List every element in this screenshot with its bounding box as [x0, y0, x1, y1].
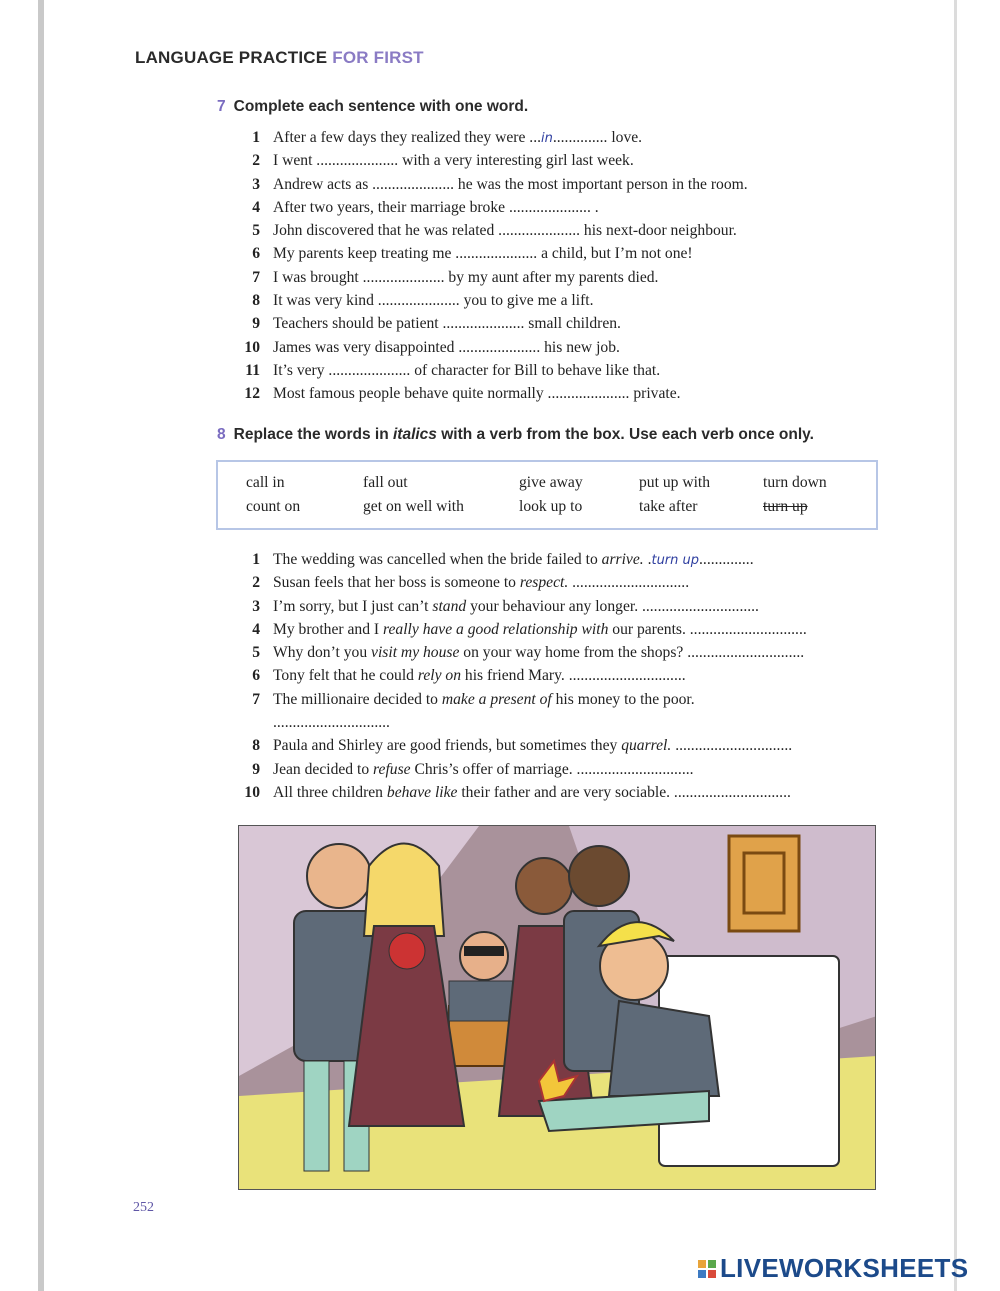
item-text[interactable] — [273, 571, 689, 594]
item-text[interactable]: After two years, their marriage broke ..................... . — [273, 198, 599, 216]
item-italic: really have a good relationship with — [383, 620, 609, 638]
item-text — [273, 548, 754, 572]
item-text-after: his friend Mary. .............................. — [461, 667, 686, 685]
item-italic: rely on — [417, 667, 462, 685]
item-text[interactable]: It was very kind ..................... you to give me a lift. — [273, 292, 594, 310]
item-italic: visit my house — [371, 644, 460, 662]
item-number: 10 — [244, 338, 260, 356]
wedding-scene-image — [239, 826, 876, 1190]
item-text-before: Why don’t you — [273, 644, 372, 662]
item-text-after: our parents. .............................. — [608, 620, 807, 638]
exercise-number: 8 — [217, 426, 226, 443]
item-text[interactable] — [273, 595, 759, 618]
item-text-after: .............................. — [671, 737, 793, 755]
item-text-after: your behaviour any longer. .............................. — [466, 597, 759, 615]
answer-dots[interactable]: .............................. — [273, 714, 390, 732]
item-text — [273, 688, 695, 711]
item-number: 2 — [252, 152, 260, 170]
item-text-before: All three children — [273, 783, 387, 801]
exercise-instruction: Complete each sentence with one word. — [233, 98, 529, 115]
box-word: take after — [639, 498, 698, 515]
item-text[interactable]: My parents keep treating me ..................... a child, but I’m not one! — [273, 245, 693, 263]
answer-field[interactable]: in — [541, 131, 553, 146]
item-number: 12 — [244, 385, 260, 403]
liveworksheets-brand — [698, 1253, 968, 1284]
exercise-7-title — [217, 98, 528, 116]
item-number: 9 — [252, 760, 260, 778]
box-word: fall out — [363, 474, 408, 491]
box-word: turn down — [763, 474, 827, 491]
item-text-after: their father and are very sociable. .............................. — [457, 783, 791, 801]
picture-frame — [729, 836, 799, 931]
item-text — [273, 126, 642, 150]
page-edge-left — [38, 0, 44, 1291]
item-text[interactable]: I went ..................... with a very interesting girl last week. — [273, 152, 634, 170]
item-number: 1 — [252, 129, 260, 146]
item-text[interactable] — [273, 734, 792, 757]
item-italic: behave like — [386, 783, 458, 801]
answer-field[interactable]: turn up — [651, 553, 700, 568]
item-text[interactable] — [273, 618, 807, 641]
item-number: 7 — [252, 268, 260, 286]
item-text-before: My brother and I — [273, 620, 383, 638]
item-text-after: . — [643, 551, 652, 568]
word-box — [216, 460, 878, 530]
item-italic: stand — [432, 597, 467, 615]
registrar-glasses — [464, 946, 504, 956]
item-number: 8 — [252, 737, 260, 755]
item-number: 2 — [252, 574, 260, 592]
item-number: 3 — [252, 597, 260, 615]
item-text[interactable]: It’s very ..................... of character for Bill to behave like that. — [273, 361, 661, 379]
item-text-before: The wedding was cancelled when the bride failed to — [273, 551, 602, 568]
item-number: 4 — [252, 198, 260, 216]
item-number: 1 — [252, 551, 260, 568]
page-number: 252 — [133, 1200, 154, 1215]
item-text-before: After a few days they realized they were ... — [273, 129, 541, 146]
brand-logo-icon — [698, 1260, 716, 1278]
item-text-after: Chris’s offer of marriage. .............................. — [410, 760, 694, 778]
exercise-8-title — [217, 426, 814, 444]
item-number: 7 — [252, 690, 260, 708]
item-number: 11 — [245, 361, 260, 379]
item-text[interactable] — [273, 758, 694, 781]
item-italic: make a present of — [441, 690, 552, 708]
item-number: 10 — [244, 783, 260, 801]
item-text-before: Jean decided to — [273, 760, 374, 778]
page-header — [135, 48, 424, 68]
item-number: 6 — [252, 667, 260, 685]
bridesmaid-head — [516, 858, 572, 914]
item-text[interactable] — [273, 664, 686, 687]
groom-head — [307, 844, 371, 908]
item-text-after: .............................. — [568, 574, 690, 592]
item-text-before: Susan feels that her boss is someone to — [273, 574, 520, 592]
item-italic: arrive. — [601, 551, 644, 568]
item-text[interactable]: Teachers should be patient ..................... small children. — [273, 315, 621, 333]
wedding-illustration — [238, 825, 876, 1190]
item-text[interactable]: Most famous people behave quite normally ..................... private. — [273, 385, 681, 403]
exercise-number: 7 — [217, 98, 226, 115]
item-italic: refuse — [373, 760, 411, 778]
item-number: 9 — [252, 315, 260, 333]
brand-name: LIVEWORKSHEETS — [720, 1253, 969, 1283]
header-title: LANGUAGE PRACTICE — [135, 48, 328, 67]
box-word: look up to — [519, 498, 583, 515]
box-word: call in — [246, 474, 285, 491]
item-italic: respect. — [519, 574, 569, 592]
item-italic: quarrel. — [621, 737, 672, 755]
item-number: 5 — [252, 222, 260, 240]
registrar-body — [449, 981, 519, 1021]
box-word: get on well with — [363, 498, 464, 515]
sitting-man-body — [609, 1001, 719, 1096]
item-text-after: his money to the poor. — [551, 690, 695, 708]
item-text-before: I’m sorry, but I just can’t — [273, 597, 433, 615]
groom-leg — [304, 1061, 329, 1171]
item-number: 8 — [252, 292, 260, 310]
item-number: 5 — [252, 644, 260, 662]
exercise-instruction-rest: with a verb from the box. Use each verb once only. — [441, 426, 814, 443]
answer-dots: .............. — [699, 551, 754, 568]
item-text[interactable]: John discovered that he was related ..................... his next-door neighbour. — [273, 222, 737, 240]
box-word: count on — [246, 498, 301, 515]
bestman-head — [569, 846, 629, 906]
box-word: put up with — [639, 474, 711, 491]
item-text[interactable]: Andrew acts as ..................... he was the most important person in the room. — [273, 175, 748, 193]
bride-hair — [364, 844, 444, 937]
item-text[interactable]: James was very disappointed ..................... his new job. — [273, 338, 620, 356]
item-text-before: Paula and Shirley are good friends, but sometimes they — [273, 737, 622, 755]
exercise-instruction-italic: italics — [392, 426, 437, 443]
item-text[interactable]: I was brought ..................... by my aunt after my parents died. — [273, 268, 659, 286]
page-edge-right — [954, 0, 957, 1291]
item-text-before: Tony felt that he could — [273, 667, 418, 685]
item-text-after: .............. love. — [552, 129, 643, 146]
bouquet — [389, 933, 425, 969]
item-text[interactable] — [273, 781, 791, 804]
item-text-before: The millionaire decided to — [273, 690, 442, 708]
box-word-used: turn up — [763, 498, 808, 515]
item-number: 6 — [252, 245, 260, 263]
item-text-after: on your way home from the shops? .............................. — [459, 644, 805, 662]
exercise-instruction: Replace the words in — [233, 426, 389, 443]
box-word: give away — [519, 474, 583, 491]
item-number: 3 — [252, 175, 260, 193]
item-text[interactable] — [273, 641, 804, 664]
item-number: 4 — [252, 620, 260, 638]
header-subtitle: FOR FIRST — [332, 48, 424, 67]
